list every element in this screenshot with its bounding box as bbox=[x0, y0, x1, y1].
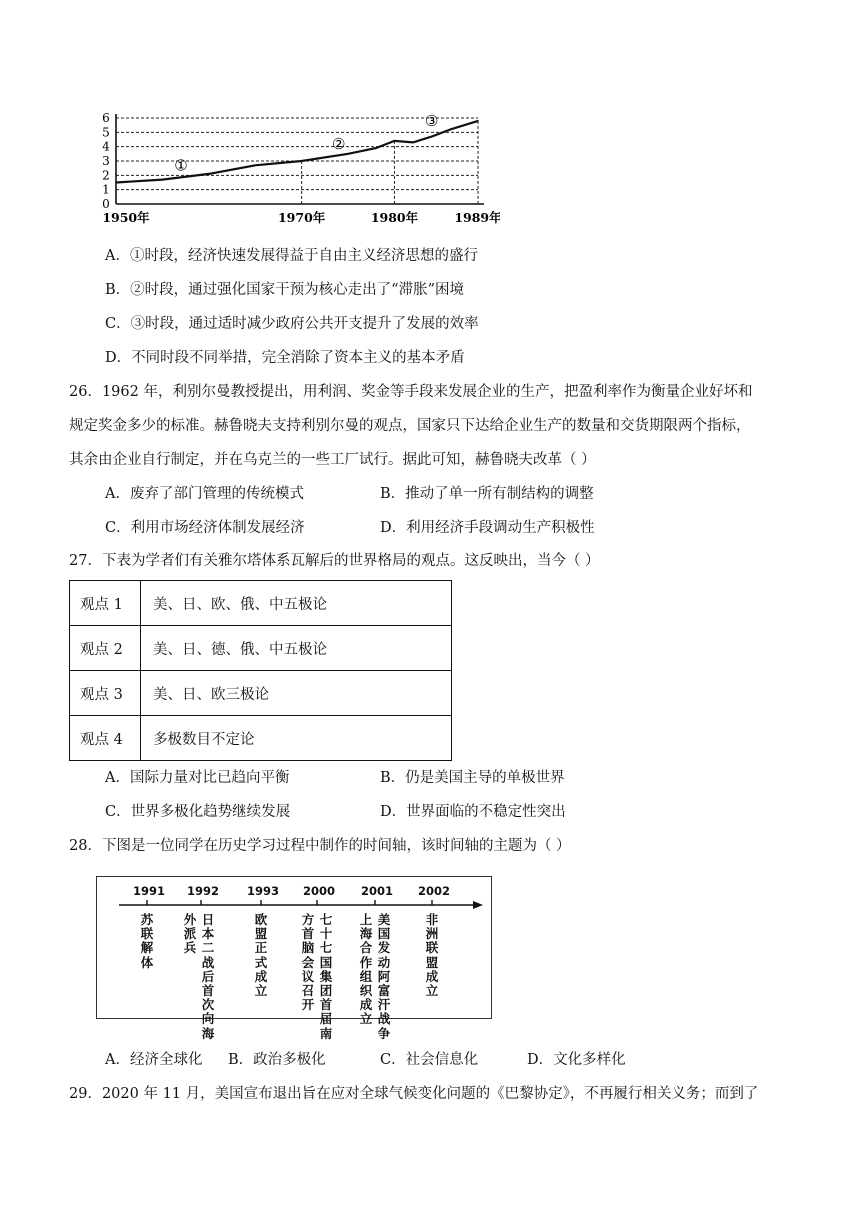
q25-option-d: D．不同时段不同举措，完全消除了资本主义的基本矛盾 bbox=[105, 350, 465, 366]
table-cell: 美、日、德、俄、中五极论 bbox=[141, 626, 452, 671]
y-tick-label: 0 bbox=[102, 197, 110, 211]
data-point bbox=[301, 160, 303, 162]
q26-option-d: D．利用经济手段调动生产积极性 bbox=[380, 520, 595, 536]
y-tick-label: 6 bbox=[102, 111, 110, 125]
stage-marker: ② bbox=[332, 135, 346, 154]
timeline-event: 七十七国集团首届南 bbox=[319, 912, 333, 1041]
q26-option-c: C．利用市场经济体制发展经济 bbox=[105, 520, 305, 536]
q28-option-a: A．经济全球化 bbox=[105, 1052, 203, 1068]
q29-stem: 29．2020 年 11 月，美国宣布退出旨在应对全球气候变化问题的《巴黎协定》，不再履行相关义务；而到了 bbox=[69, 1086, 759, 1102]
timeline-event: 苏联解体 bbox=[140, 912, 154, 970]
timeline-event: 外派兵 bbox=[183, 912, 197, 956]
table-row bbox=[70, 671, 452, 716]
q27-option-d: D．世界面临的不稳定性突出 bbox=[380, 804, 566, 820]
data-point bbox=[254, 165, 256, 167]
q28-option-b: B．政治多极化 bbox=[228, 1052, 326, 1068]
gdp-line-chart bbox=[100, 108, 500, 234]
data-point bbox=[162, 179, 164, 181]
timeline-event: 欧盟正式成立 bbox=[254, 912, 268, 999]
y-tick-label: 4 bbox=[102, 139, 110, 154]
y-tick-label: 1 bbox=[102, 182, 110, 197]
stage-marker: ① bbox=[174, 156, 188, 175]
y-tick-label: 5 bbox=[102, 125, 110, 140]
viewpoints-table bbox=[69, 580, 452, 761]
data-point bbox=[449, 129, 451, 131]
timeline-year: 1991 bbox=[133, 884, 166, 898]
table-cell: 美、日、欧三极论 bbox=[141, 671, 452, 716]
timeline-event: 方首脑会议召开 bbox=[301, 912, 315, 1013]
q25-option-a: A．①时段，经济快速发展得益于自由主义经济思想的盛行 bbox=[105, 248, 478, 264]
q28-option-c: C．社会信息化 bbox=[380, 1052, 479, 1068]
table-cell: 观点 2 bbox=[70, 626, 141, 671]
data-point bbox=[431, 136, 433, 138]
q26-stem-line-1: 26．1962 年，利别尔曼教授提出，用利润、奖金等手段来发展企业的生产，把盈利率作为衡量企业好坏和 bbox=[69, 384, 753, 400]
data-point bbox=[375, 147, 377, 149]
q28-stem: 28．下图是一位同学在历史学习过程中制作的时间轴，该时间轴的主题为（ ） bbox=[69, 838, 571, 854]
timeline-year: 2001 bbox=[361, 884, 394, 898]
q25-option-b: B．②时段，通过强化国家干预为核心走出了“滞胀”困境 bbox=[105, 282, 464, 298]
q26-stem-line-2: 规定奖金多少的标准。赫鲁晓夫支持利别尔曼的观点，国家只下达给企业生产的数量和交货期限两个指标， bbox=[69, 418, 751, 434]
data-point bbox=[115, 182, 117, 184]
timeline-year: 2002 bbox=[418, 884, 451, 898]
q27-stem: 27．下表为学者们有关雅尔塔体系瓦解后的世界格局的观点。这反映出，当今（ ） bbox=[69, 553, 600, 569]
y-tick-label: 2 bbox=[102, 168, 110, 183]
history-timeline bbox=[96, 876, 492, 1041]
timeline-year: 1993 bbox=[247, 884, 280, 898]
table-cell: 美、日、欧、俄、中五极论 bbox=[141, 581, 452, 626]
timeline-event: 上海合作组织成立 bbox=[359, 912, 373, 1027]
table-cell: 观点 1 bbox=[70, 581, 141, 626]
timeline-year: 2000 bbox=[303, 884, 336, 898]
chart-svg bbox=[100, 108, 500, 234]
stage-marker: ③ bbox=[424, 112, 439, 131]
timeline-event: 日本二战后首次向海 bbox=[201, 912, 215, 1041]
q26-option-a: A．废弃了部门管理的传统模式 bbox=[105, 486, 304, 502]
table-cell: 观点 3 bbox=[70, 671, 141, 716]
table-row bbox=[70, 581, 452, 626]
table-cell: 观点 4 bbox=[70, 716, 141, 761]
x-tick-label: 1980年 bbox=[370, 210, 419, 225]
q27-option-b: B．仍是美国主导的单极世界 bbox=[380, 770, 565, 786]
q26-stem-line-3: 其余由企业自行制定，并在乌克兰的一些工厂试行。据此可知，赫鲁晓夫改革（ ） bbox=[69, 452, 596, 468]
q28-option-d: D．文化多样化 bbox=[527, 1052, 626, 1068]
q27-option-c: C．世界多极化趋势继续发展 bbox=[105, 804, 291, 820]
q25-option-c: C．③时段，通过适时减少政府公共开支提升了发展的效率 bbox=[105, 316, 479, 332]
x-tick-label: 1970年 bbox=[277, 210, 326, 225]
data-point bbox=[208, 173, 210, 175]
data-point bbox=[347, 153, 349, 155]
timeline-year: 1992 bbox=[187, 884, 220, 898]
q26-option-b: B．推动了单一所有制结构的调整 bbox=[380, 486, 594, 502]
table-row bbox=[70, 626, 452, 671]
timeline-event: 美国发动阿富汗战争 bbox=[377, 912, 391, 1041]
data-point bbox=[412, 142, 414, 144]
timeline-event: 非洲联盟成立 bbox=[425, 912, 439, 999]
series-line bbox=[116, 121, 478, 183]
table-cell: 多极数目不定论 bbox=[141, 716, 452, 761]
y-tick-label: 3 bbox=[102, 154, 110, 168]
x-tick-label: 1950年 bbox=[102, 210, 150, 225]
q27-option-a: A．国际力量对比已趋向平衡 bbox=[105, 770, 290, 786]
data-point bbox=[477, 120, 479, 122]
table-row bbox=[70, 716, 452, 761]
x-tick-label: 1989年 bbox=[454, 210, 500, 225]
data-point bbox=[394, 140, 396, 142]
